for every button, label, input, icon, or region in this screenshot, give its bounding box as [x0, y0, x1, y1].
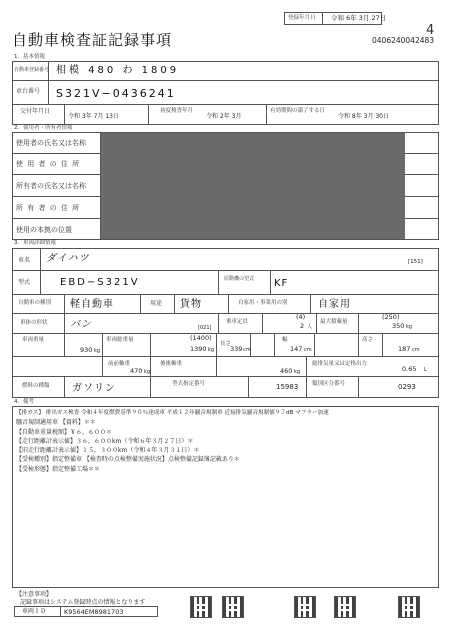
capacity-max: (4) — [296, 313, 306, 321]
max-load-label: 最大積載量 — [320, 319, 348, 325]
expiry-date: 令和 8年 3月 30日 — [338, 113, 389, 120]
gross-weight-top: (1400) — [190, 334, 212, 342]
rear-axle: 460 — [280, 367, 293, 375]
weight: 930 — [80, 346, 93, 354]
base-location-label: 使用の本拠の位置 — [16, 226, 72, 234]
use: 貨物 — [180, 299, 202, 310]
plate-number: 相模 480 わ 1809 — [56, 65, 180, 76]
gross-weight-unit: kg — [208, 347, 215, 353]
vehicle-type-label: 自動車の種別 — [18, 300, 52, 306]
model-label: 型式 — [18, 279, 31, 286]
body-shape: バン — [70, 319, 92, 330]
issue-date: 令和 3年 7月 13日 — [68, 113, 119, 120]
registration-date: 令和 6年 3月 27日 — [331, 14, 387, 22]
section-remarks: 4．備考 — [14, 399, 34, 405]
height-unit: cm — [412, 347, 420, 353]
page-title: 自動車検査証記録事項 — [12, 31, 173, 49]
chassis-number: S321V−0436241 — [56, 87, 176, 100]
remark-line: 【自動車重量税額】￥６，６００＊ — [16, 428, 113, 436]
weight-label: 車両重量 — [22, 337, 45, 343]
class-label: 類別区分番号 — [312, 381, 346, 387]
capacity-unit: 人 — [307, 324, 313, 330]
max-load: 350 — [392, 322, 405, 330]
user-address-label: 使 用 者 の 住 所 — [16, 160, 81, 168]
maker-label: 車名 — [18, 257, 31, 264]
displacement-label: 総排気量又は定格出力 — [312, 361, 368, 367]
remark-line: 【旧走行距離計表示値】１５，３００km（令和４年３月３１日）＊ — [16, 447, 200, 455]
model-designation-label: 型式指定番号 — [172, 381, 206, 387]
width: 147 — [290, 345, 303, 353]
notice-title: 【注意事項】 — [16, 591, 53, 598]
rear-axle-unit: kg — [294, 369, 301, 375]
qr-code-4 — [334, 596, 356, 618]
fuel-label: 燃料の種類 — [22, 383, 50, 389]
redacted-owner-block — [101, 133, 405, 239]
section-vehicle-details: 3．車両詳細情報 — [14, 240, 56, 246]
maker: ダイハツ — [46, 253, 90, 264]
height: 187 — [398, 345, 411, 353]
remarks-lines — [16, 409, 329, 474]
weight-unit: kg — [94, 348, 101, 354]
plate-label: 自動車登録番号 — [14, 67, 50, 73]
length: 339 — [230, 345, 243, 353]
qr-code-5 — [398, 596, 420, 618]
remark-line: 【排ガス】 排出ガス検査 令和４年度燃費基準９０％達成車 平成１２年騒音規制車 近接排気騒音規制値９７dB マフラー加速 — [16, 410, 329, 416]
remark-line: 騒音規制適用車 【資料】＊＊ — [16, 419, 96, 427]
chassis-label: 車台番号 — [16, 88, 41, 95]
section-basic-info: 1．基本情報 — [14, 54, 45, 60]
car-id-label: 車両ＩＤ — [22, 608, 47, 615]
fuel: ガソリン — [72, 383, 116, 394]
first-registration: 令和 2年 3月 — [206, 113, 242, 120]
remark-line: 【受検形態】指定整備工場＊＊ — [16, 465, 101, 473]
engine-label: 原動機の型式 — [224, 276, 255, 282]
owner-name-label: 所有者の氏名又は名称 — [16, 182, 86, 190]
length-label: 長さ — [220, 341, 232, 347]
width-label: 幅 — [282, 337, 288, 343]
issue-date-label: 交付年月日 — [20, 108, 51, 115]
use-label: 用途 — [150, 300, 163, 307]
remark-line: 【走行距離計表示値】３６，６００km（令和６年３月２７日）＊ — [16, 437, 194, 445]
expiry-label: 有効期間の満了する日 — [270, 108, 326, 114]
gross-weight: 1390 — [190, 345, 207, 353]
qr-code-1 — [190, 596, 212, 618]
model-designation: 15983 — [276, 383, 299, 391]
max-load-unit: kg — [406, 324, 413, 330]
remark-line: 【受検種別】指定整備車 【検査時の点検整備実施状況】点検整備記録簿記載あり＊ — [16, 456, 240, 464]
max-load-top: (250) — [382, 313, 400, 321]
displacement-unit: L — [424, 367, 427, 373]
owner-address-label: 所 有 者 の 住 所 — [16, 204, 81, 212]
vehicle-type: 軽自動車 — [70, 299, 114, 310]
document-number: 0406240042483 — [372, 36, 435, 45]
corner-mark: 4 — [426, 23, 435, 38]
model: EBD−S321V — [60, 277, 140, 288]
notice-text: 記録事項はシステム登録時点の情報となります — [20, 599, 146, 606]
capacity-label: 乗車定員 — [226, 319, 249, 325]
private-business-label: 自家用・事業用の別 — [238, 300, 288, 306]
qr-code-2 — [222, 596, 244, 618]
maker-code: [151] — [408, 259, 423, 265]
first-registration-label: 初度検査年月 — [160, 108, 194, 114]
displacement: 0.65 — [402, 365, 417, 373]
body-shape-code: [021] — [198, 325, 212, 331]
length-unit: cm — [243, 347, 251, 353]
front-axle-label: 前前軸重 — [108, 361, 131, 367]
qr-code-3 — [294, 596, 316, 618]
user-name-label: 使用者の氏名又は名称 — [16, 139, 86, 147]
class-number: 0293 — [398, 383, 416, 391]
front-axle-unit: kg — [144, 369, 151, 375]
body-shape-label: 車体の形状 — [20, 320, 48, 326]
car-id: K9564EM8981703 — [64, 608, 124, 616]
height-label: 高さ — [362, 337, 374, 343]
rear-axle-label: 後後軸重 — [160, 361, 183, 367]
registration-date-label: 登録年月日 — [288, 15, 316, 21]
gross-weight-label: 車両総重量 — [106, 337, 134, 343]
engine-model: KF — [274, 278, 289, 289]
width-unit: cm — [304, 347, 312, 353]
capacity: 2 — [300, 322, 305, 330]
private-business: 自家用 — [318, 299, 351, 310]
section-owner-info: 2．使用者・所有者情報 — [14, 125, 73, 131]
front-axle: 470 — [130, 367, 143, 375]
